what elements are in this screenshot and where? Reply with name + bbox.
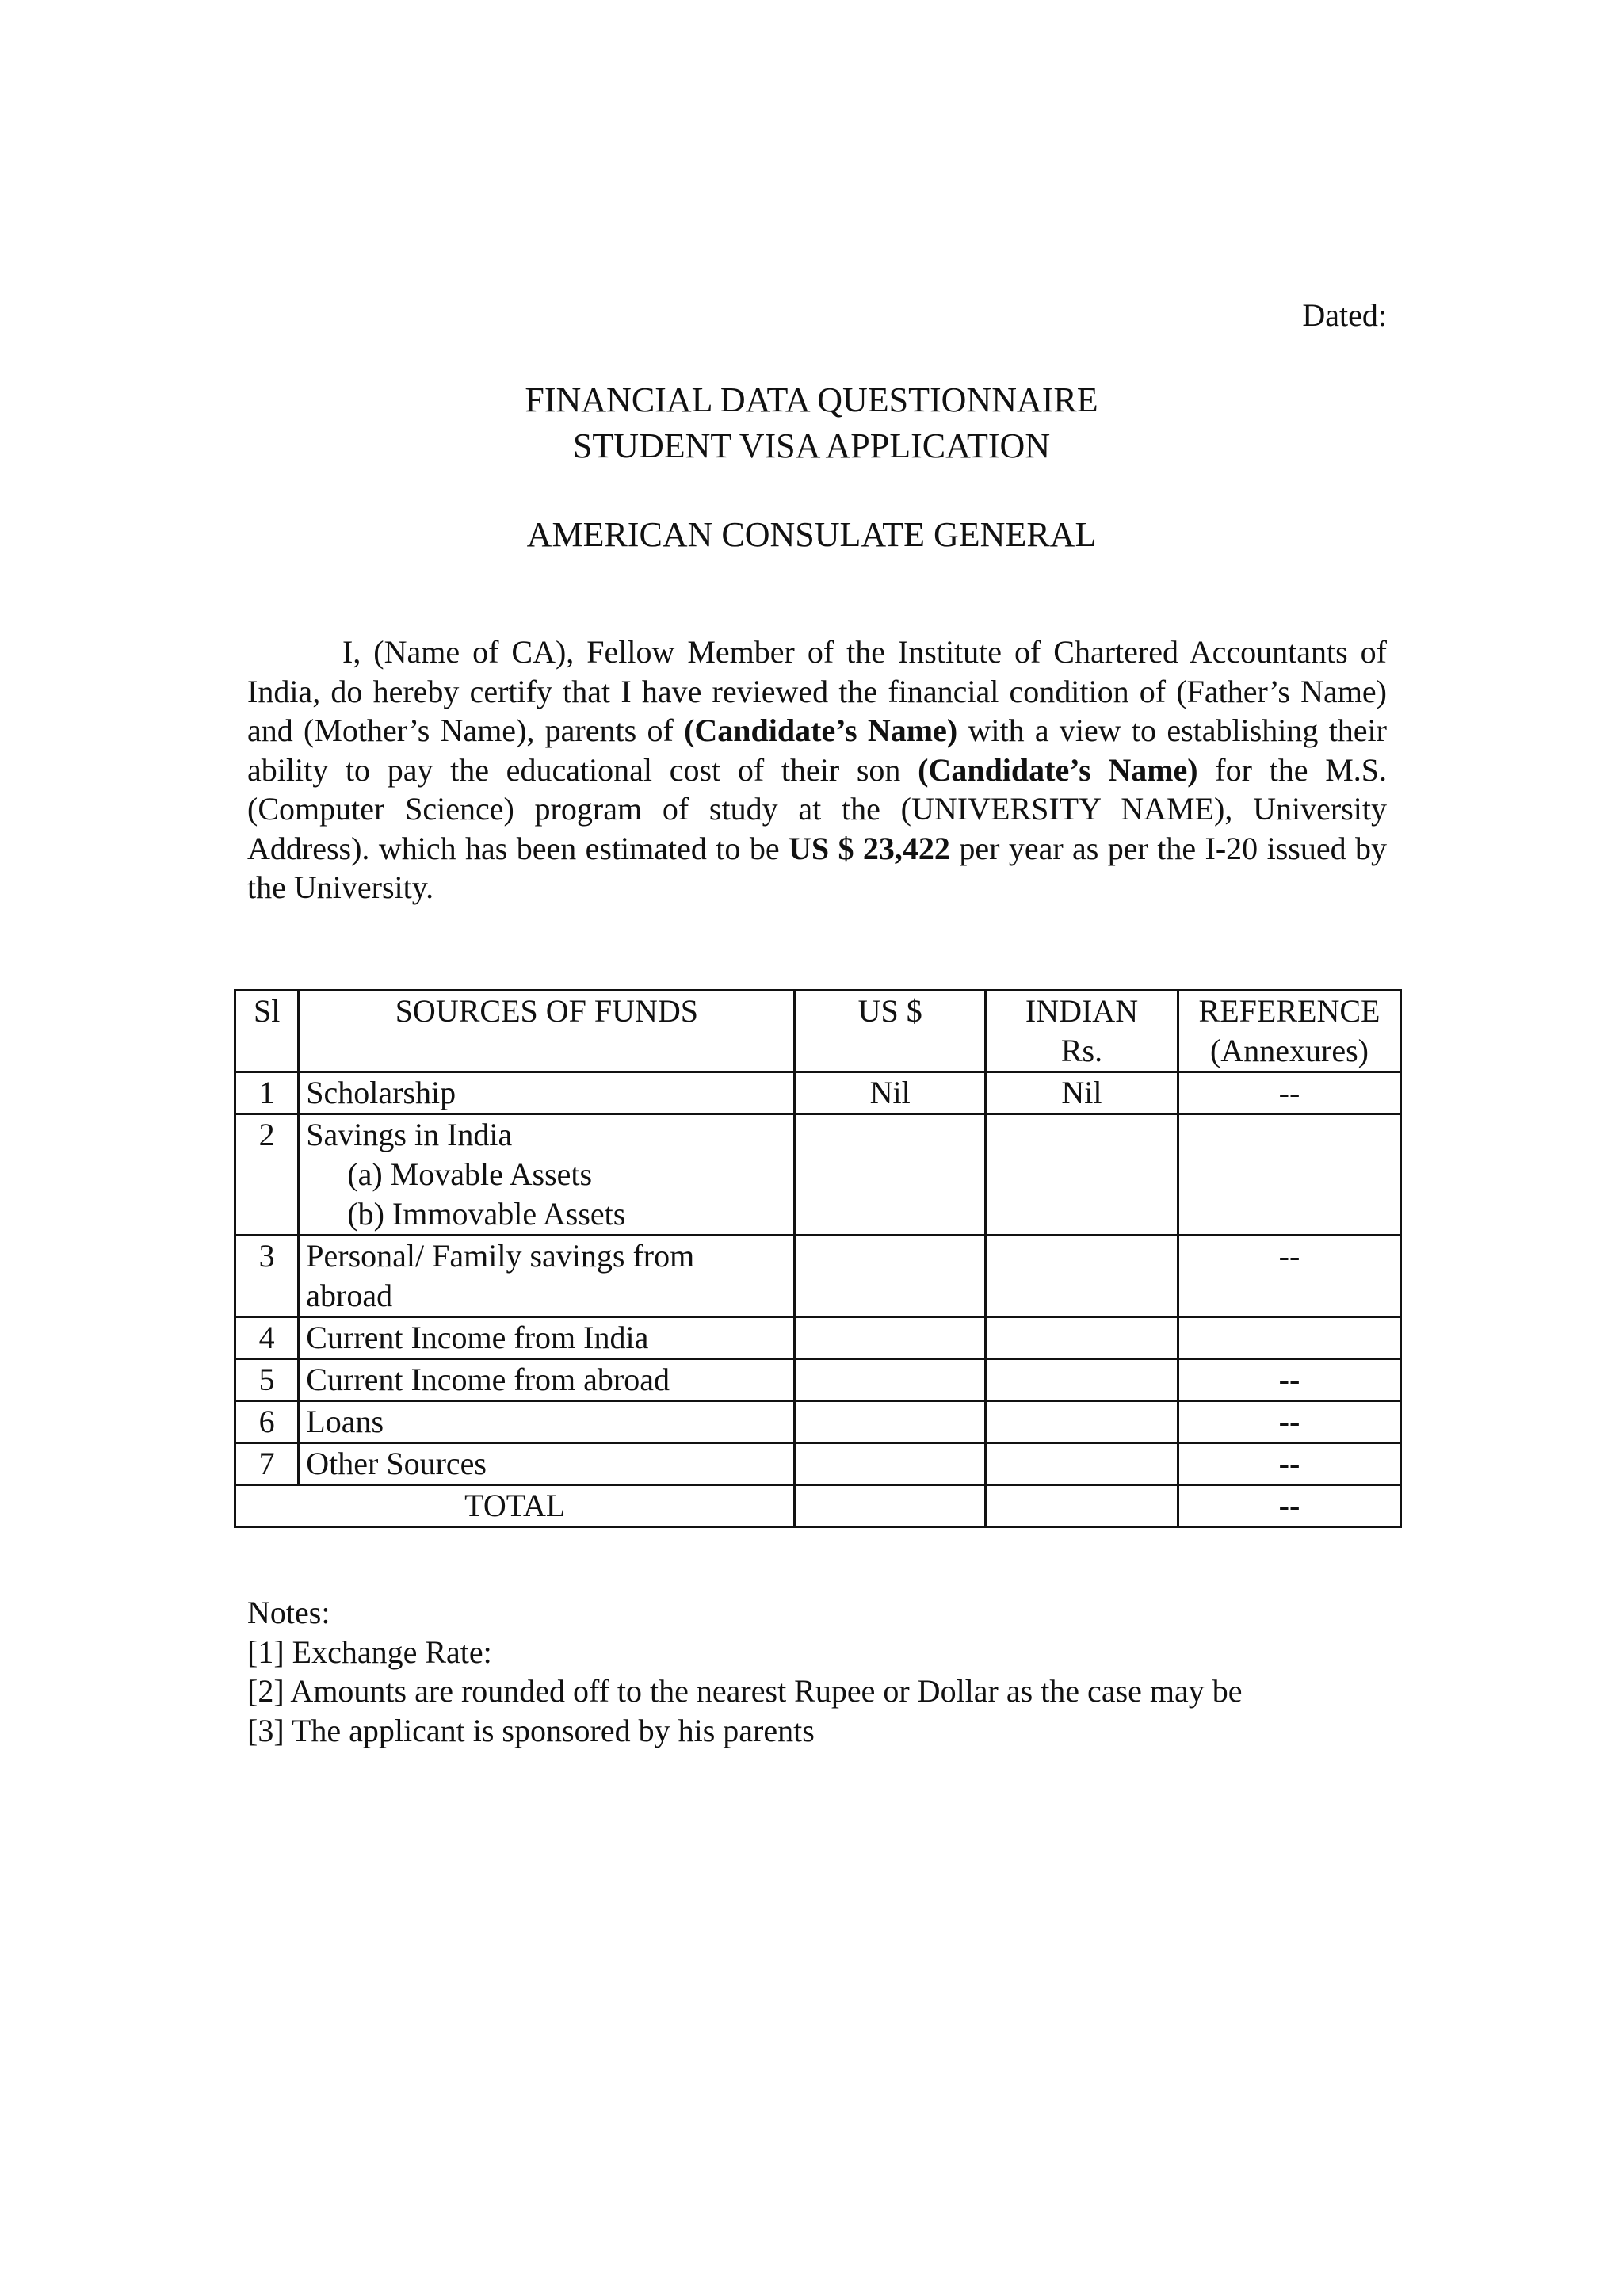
header-sources: SOURCES OF FUNDS: [299, 991, 795, 1072]
row-sl: 1: [235, 1072, 299, 1114]
row-us: [795, 1114, 986, 1236]
header-inr-line1: INDIAN: [1025, 993, 1139, 1029]
row-us: [795, 1317, 986, 1359]
row-ref: [1178, 1114, 1400, 1236]
certification-text-4: per year as per the I-20 issued by the University.: [247, 830, 1387, 905]
row-us: [795, 1401, 986, 1443]
row-sl: 4: [235, 1317, 299, 1359]
row-sl: 6: [235, 1401, 299, 1443]
row-ref: [1178, 1317, 1400, 1359]
table-row: [235, 1401, 1401, 1443]
row-sl: 3: [235, 1236, 299, 1317]
row-ref: --: [1178, 1072, 1400, 1114]
header-us: US $: [795, 991, 986, 1072]
candidate-name-2: (Candidate’s Name): [918, 751, 1198, 788]
header-sl: Sl: [235, 991, 299, 1072]
certification-paragraph: [247, 632, 1387, 907]
table-row: [235, 1114, 1401, 1236]
row-source: Current Income from India: [299, 1317, 795, 1359]
document-subtitle: STUDENT VISA APPLICATION: [572, 426, 1051, 465]
row-us: [795, 1443, 986, 1485]
row-inr: [986, 1236, 1178, 1317]
row-ref: --: [1178, 1359, 1400, 1401]
row-source-sub-immovable: (b) Immovable Assets: [347, 1196, 626, 1232]
header-ref-line2: (Annexures): [1210, 1033, 1369, 1068]
note-item: [1] Exchange Rate:: [247, 1633, 492, 1670]
header-inr: [986, 991, 1178, 1072]
row-ref: --: [1178, 1236, 1400, 1317]
table-row: [235, 1317, 1401, 1359]
table-row: [235, 1359, 1401, 1401]
table-row: [235, 1236, 1401, 1317]
note-item: [2] Amounts are rounded off to the nearest Rupee or Dollar as the case may be: [247, 1673, 1243, 1709]
row-sl: 7: [235, 1443, 299, 1485]
row-us: [795, 1359, 986, 1401]
row-inr: [986, 1359, 1178, 1401]
row-inr: [986, 1401, 1178, 1443]
note-item: [3] The applicant is sponsored by his parents: [247, 1712, 815, 1748]
certification-text-1: I, (Name of CA), Fellow Member of the Institute of Chartered Accountants of India, do hereby certify that I have reviewed the financial condition of (Father’s Name) and (Mother’s Name), parents of: [247, 634, 1387, 748]
consulate-heading: AMERICAN CONSULATE GENERAL: [526, 515, 1097, 554]
candidate-name-1: (Candidate’s Name): [684, 712, 958, 748]
row-ref: --: [1178, 1443, 1400, 1485]
table-row: [235, 1072, 1401, 1114]
total-inr: [986, 1485, 1178, 1527]
row-source-sub-movable: (a) Movable Assets: [347, 1156, 593, 1192]
header-reference: [1178, 991, 1400, 1072]
row-source: [299, 1114, 795, 1236]
row-source: Other Sources: [299, 1443, 795, 1485]
total-row: [235, 1485, 1401, 1527]
row-source: Personal/ Family savings from abroad: [299, 1236, 795, 1317]
notes-heading: Notes:: [247, 1595, 330, 1630]
row-us: [795, 1236, 986, 1317]
row-inr: [986, 1317, 1178, 1359]
dated-label: Dated:: [1302, 297, 1387, 333]
certification-text-2: with a view to establishing their ability to pay the educational cost of their son: [247, 712, 1387, 788]
table-row: [235, 1443, 1401, 1485]
row-ref: --: [1178, 1401, 1400, 1443]
header-ref-line1: REFERENCE: [1198, 993, 1381, 1029]
notes-section: [247, 1593, 1396, 1750]
document-title: FINANCIAL DATA QUESTIONNAIRE: [525, 380, 1098, 419]
header-inr-line2: Rs.: [1060, 1033, 1103, 1068]
total-ref: --: [1178, 1485, 1400, 1527]
row-source: Scholarship: [299, 1072, 795, 1114]
total-label: TOTAL: [235, 1485, 795, 1527]
sources-of-funds-table: [234, 989, 1402, 1528]
estimated-amount: US $ 23,422: [788, 830, 950, 866]
row-source: Current Income from abroad: [299, 1359, 795, 1401]
certification-text-3: for the M.S. (Computer Science) program of study at the (UNIVERSITY NAME), University Address). which has been estimated to be: [247, 751, 1388, 866]
row-inr: Nil: [986, 1072, 1178, 1114]
row-inr: [986, 1443, 1178, 1485]
total-us: [795, 1485, 986, 1527]
row-us: Nil: [795, 1072, 986, 1114]
table-header-row: [235, 991, 1401, 1072]
row-sl: 5: [235, 1359, 299, 1401]
row-sl: 2: [235, 1114, 299, 1236]
row-inr: [986, 1114, 1178, 1236]
row-source: Loans: [299, 1401, 795, 1443]
row-source-main: Savings in India: [306, 1117, 513, 1152]
